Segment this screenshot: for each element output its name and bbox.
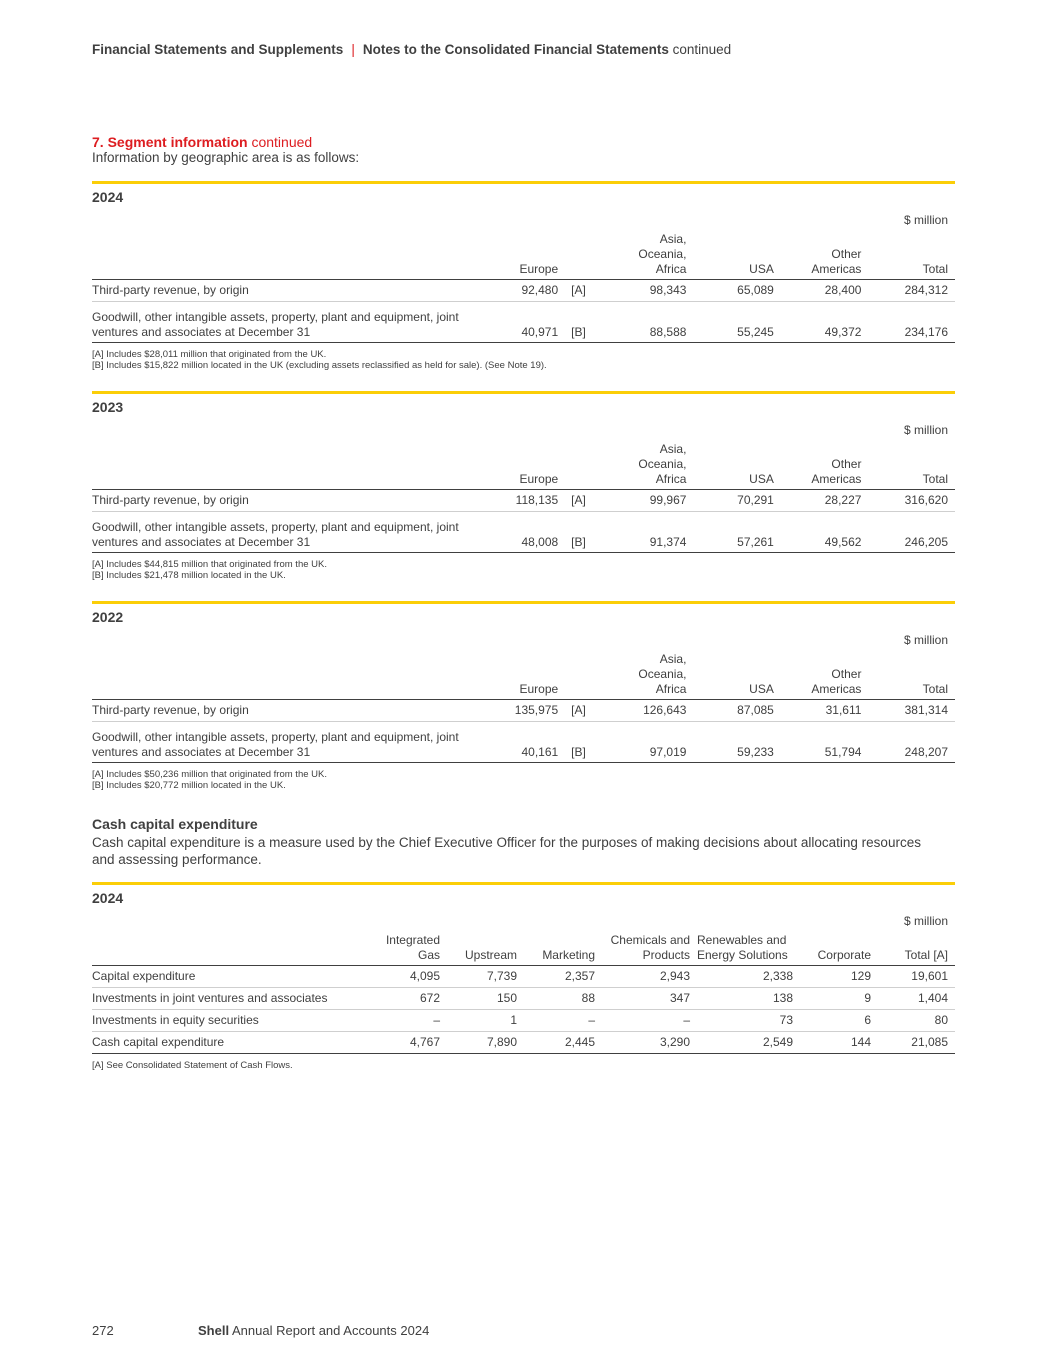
cell-note: [B] — [565, 302, 602, 343]
cell: 2,445 — [524, 1032, 602, 1054]
cell-europe: 40,971 — [507, 302, 565, 343]
table-row — [92, 966, 955, 988]
row-label: Third-party revenue, by origin — [92, 280, 507, 302]
row-label: Third-party revenue, by origin — [92, 700, 507, 722]
cell-europe: 48,008 — [507, 512, 565, 553]
row-label: Capital expenditure — [92, 966, 377, 988]
col-asia: Asia, Oceania, Africa — [602, 652, 694, 700]
cell-usa: 57,261 — [693, 512, 780, 553]
cell: 88 — [524, 988, 602, 1010]
year-heading: 2024 — [92, 181, 955, 213]
cell-europe: 40,161 — [507, 722, 565, 763]
section-continued: continued — [251, 134, 313, 150]
running-header — [92, 42, 731, 57]
footnotes — [92, 1060, 955, 1071]
cell-total: 248,207 — [868, 722, 955, 763]
cell: 6 — [800, 1010, 878, 1032]
col-upstream: Upstream — [447, 933, 524, 966]
footnotes — [92, 559, 955, 581]
cell: 4,095 — [377, 966, 447, 988]
cell-other-americas: 49,372 — [781, 302, 869, 343]
geo-table-2022 — [92, 601, 955, 791]
cell: 73 — [697, 1010, 800, 1032]
table-row — [92, 1032, 955, 1054]
table-row — [92, 302, 955, 343]
col-usa: USA — [693, 442, 780, 490]
col-other-americas: Other Americas — [781, 442, 869, 490]
cell: – — [524, 1010, 602, 1032]
cell: 2,357 — [524, 966, 602, 988]
cell-total: 246,205 — [868, 512, 955, 553]
col-total: Total — [868, 652, 955, 700]
header-note-title: Notes to the Consolidated Financial Statements — [362, 42, 669, 57]
footnote: [A] Includes $44,815 million that originated from the UK. — [92, 559, 327, 570]
col-total: Total [A] — [878, 933, 955, 966]
cell: 347 — [602, 988, 697, 1010]
col-integrated-gas: Integrated Gas — [377, 933, 447, 966]
cell-other-americas: 28,227 — [781, 490, 869, 512]
section-intro: Information by geographic area is as follows: — [92, 150, 360, 165]
footnote: [A] Includes $50,236 million that originated from the UK. — [92, 769, 327, 780]
footnote: [B] Includes $20,772 million located in the UK. — [92, 780, 286, 791]
units-label: $ million — [903, 914, 948, 928]
header-continued: continued — [672, 42, 732, 57]
cell-asia: 99,967 — [602, 490, 694, 512]
section-title-text: 7. Segment information — [92, 134, 248, 150]
footnote: [B] Includes $21,478 million located in the UK. — [92, 570, 286, 581]
header-separator: | — [351, 42, 355, 57]
row-label: Goodwill, other intangible assets, property, plant and equipment, joint ventures and associates at December 31 — [92, 302, 507, 343]
table-row — [92, 700, 955, 722]
cell: 2,338 — [697, 966, 800, 988]
units-label: $ million — [903, 633, 948, 647]
year-heading: 2022 — [92, 601, 955, 633]
cell: 672 — [377, 988, 447, 1010]
col-other-americas: Other Americas — [781, 232, 869, 280]
brand-name: Shell — [198, 1323, 230, 1338]
col-total: Total — [868, 232, 955, 280]
cell-asia: 88,588 — [602, 302, 694, 343]
row-label: Investments in joint ventures and associates — [92, 988, 377, 1010]
cell: 150 — [447, 988, 524, 1010]
units-label: $ million — [903, 213, 948, 227]
col-usa: USA — [693, 652, 780, 700]
geo-table — [92, 423, 955, 553]
cell-other-americas: 49,562 — [781, 512, 869, 553]
cell-usa: 59,233 — [693, 722, 780, 763]
year-heading: 2023 — [92, 391, 955, 423]
col-marketing: Marketing — [524, 933, 602, 966]
year-heading: 2024 — [92, 882, 955, 914]
cell: 7,739 — [447, 966, 524, 988]
col-renewables-energy: Renewables and Energy Solutions — [697, 933, 800, 966]
cell-usa: 70,291 — [693, 490, 780, 512]
cell: 2,943 — [602, 966, 697, 988]
page-number: 272 — [92, 1323, 114, 1338]
cell-europe: 118,135 — [507, 490, 565, 512]
cell-total: 284,312 — [868, 280, 955, 302]
col-asia: Asia, Oceania, Africa — [602, 232, 694, 280]
row-label: Investments in equity securities — [92, 1010, 377, 1032]
table-row — [92, 722, 955, 763]
geo-table-2024 — [92, 181, 955, 371]
row-label: Third-party revenue, by origin — [92, 490, 507, 512]
cell-note: [B] — [565, 722, 602, 763]
section-title — [92, 134, 312, 150]
cell-note: [A] — [565, 490, 602, 512]
cell: 138 — [697, 988, 800, 1010]
cell-note: [A] — [565, 700, 602, 722]
row-label: Cash capital expenditure — [92, 1032, 377, 1054]
geo-table — [92, 213, 955, 343]
col-europe: Europe — [507, 232, 565, 280]
capex-description: Cash capital expenditure is a measure used by the Chief Executive Officer for the purposes of making decisions about allocating resources and assessing performance. — [92, 835, 921, 867]
footnotes — [92, 349, 955, 371]
cell-note: [B] — [565, 512, 602, 553]
geo-table — [92, 633, 955, 763]
table-row — [92, 280, 955, 302]
units-label: $ million — [903, 423, 948, 437]
cell: – — [602, 1010, 697, 1032]
cell: – — [377, 1010, 447, 1032]
table-row — [92, 512, 955, 553]
cell-usa: 87,085 — [693, 700, 780, 722]
cell-other-americas: 51,794 — [781, 722, 869, 763]
cell-other-americas: 28,400 — [781, 280, 869, 302]
cell-total: 381,314 — [868, 700, 955, 722]
capex-table — [92, 914, 955, 1054]
table-row — [92, 1010, 955, 1032]
cell-asia: 97,019 — [602, 722, 694, 763]
cell: 3,290 — [602, 1032, 697, 1054]
footnotes — [92, 769, 955, 791]
cell: 144 — [800, 1032, 878, 1054]
col-chemicals-products: Chemicals and Products — [602, 933, 697, 966]
cell: 2,549 — [697, 1032, 800, 1054]
col-asia: Asia, Oceania, Africa — [602, 442, 694, 490]
cell-asia: 126,643 — [602, 700, 694, 722]
cell: 7,890 — [447, 1032, 524, 1054]
col-corporate: Corporate — [800, 933, 878, 966]
row-label: Goodwill, other intangible assets, property, plant and equipment, joint ventures and associates at December 31 — [92, 722, 507, 763]
capex-title: Cash capital expenditure — [92, 816, 258, 832]
report-title: Annual Report and Accounts 2024 — [231, 1323, 430, 1338]
page-footer — [92, 1323, 429, 1338]
table-row — [92, 490, 955, 512]
footnote: [B] Includes $15,822 million located in the UK (excluding assets reclassified as held for sale). (See Note 19). — [92, 360, 547, 371]
cell-europe: 135,975 — [507, 700, 565, 722]
cell-europe: 92,480 — [507, 280, 565, 302]
col-other-americas: Other Americas — [781, 652, 869, 700]
cell: 21,085 — [878, 1032, 955, 1054]
cell-total: 234,176 — [868, 302, 955, 343]
table-row — [92, 988, 955, 1010]
cell: 1,404 — [878, 988, 955, 1010]
cell: 129 — [800, 966, 878, 988]
col-europe: Europe — [507, 652, 565, 700]
cell-total: 316,620 — [868, 490, 955, 512]
cell-note: [A] — [565, 280, 602, 302]
cell-other-americas: 31,611 — [781, 700, 869, 722]
col-europe: Europe — [507, 442, 565, 490]
cell: 1 — [447, 1010, 524, 1032]
row-label: Goodwill, other intangible assets, property, plant and equipment, joint ventures and associates at December 31 — [92, 512, 507, 553]
cell: 19,601 — [878, 966, 955, 988]
footnote: [A] See Consolidated Statement of Cash Flows. — [92, 1060, 293, 1071]
cell-usa: 65,089 — [693, 280, 780, 302]
capex-table-2024 — [92, 882, 955, 1071]
cell: 80 — [878, 1010, 955, 1032]
cell: 4,767 — [377, 1032, 447, 1054]
col-total: Total — [868, 442, 955, 490]
geo-table-2023 — [92, 391, 955, 581]
cell-asia: 91,374 — [602, 512, 694, 553]
col-usa: USA — [693, 232, 780, 280]
cell-asia: 98,343 — [602, 280, 694, 302]
cell-usa: 55,245 — [693, 302, 780, 343]
header-section: Financial Statements and Supplements — [92, 42, 344, 57]
cell: 9 — [800, 988, 878, 1010]
footnote: [A] Includes $28,011 million that originated from the UK. — [92, 349, 327, 360]
